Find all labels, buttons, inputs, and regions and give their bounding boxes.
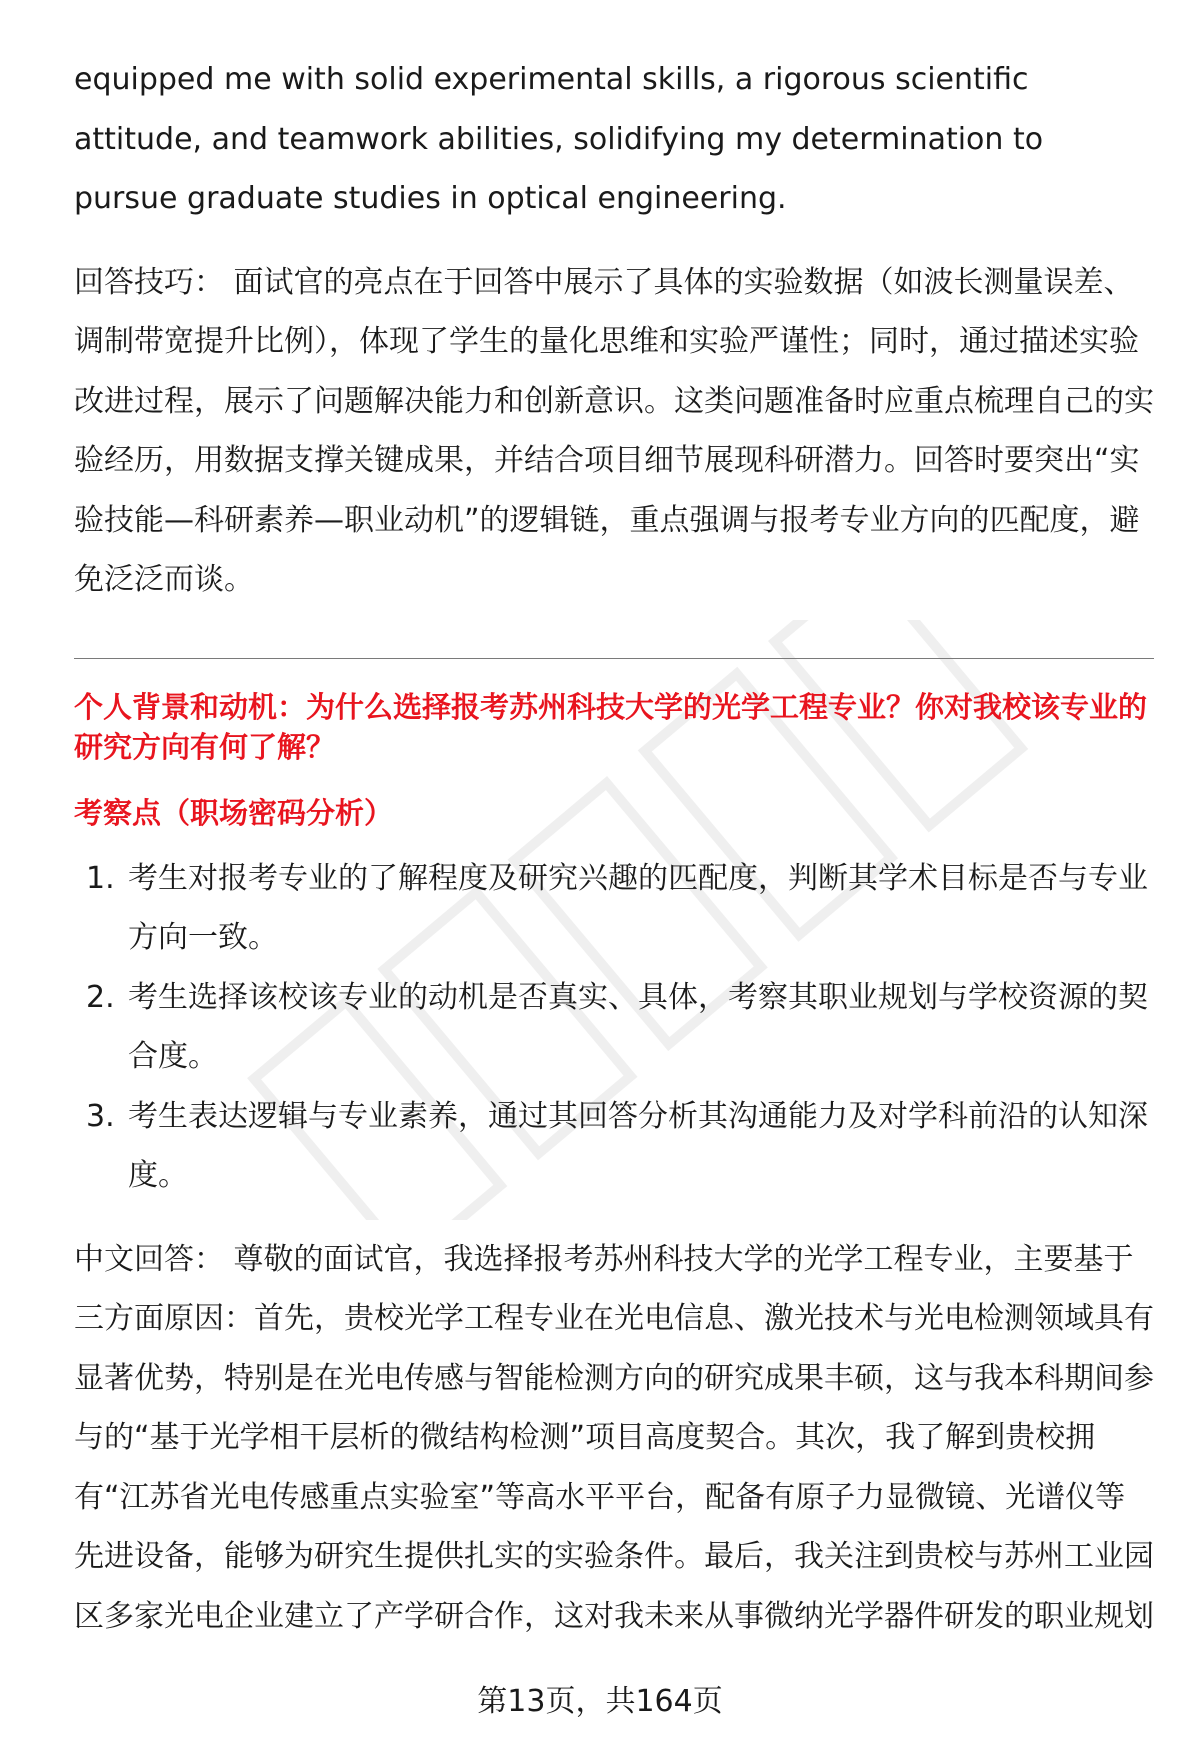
section-divider: [74, 658, 1154, 659]
page-content: [74, 50, 1154, 1646]
assessment-points-heading: 考察点（职场密码分析）: [74, 795, 394, 830]
page-number: 第13页，共164页: [477, 1684, 723, 1719]
list-item-number: 1.: [86, 860, 115, 896]
list-item: [74, 968, 1154, 1087]
list-item: [74, 1087, 1154, 1206]
question-title: 个人背景和动机：为什么选择报考苏州科技大学的光学工程专业？你对我校该专业的研究方向有何了解？: [74, 689, 1148, 764]
answer-tip-text: 面试官的亮点在于回答中展示了具体的实验数据（如波长测量误差、调制带宽提升比例），体现了学生的量化思维和实验严谨性；同时，通过描述实验改进过程，展示了问题解决能力和创新意识。这类问题准备时应重点梳理自己的实验经历，用数据支撑关键成果，并结合项目细节展现科研潜力。回答时要突出“实验技能—科研素养—职业动机”的逻辑链，重点强调与报考专业方向的匹配度，避免泛泛而谈。: [74, 264, 1154, 597]
list-item-text: 考生对报考专业的了解程度及研究兴趣的匹配度，判断其学术目标是否与专业方向一致。: [128, 860, 1148, 955]
list-item-number: 3.: [86, 1098, 115, 1134]
list-item-number: 2.: [86, 979, 115, 1015]
list-item: [74, 849, 1154, 968]
chinese-answer: [74, 1230, 1154, 1647]
chinese-answer-text: 尊敬的面试官，我选择报考苏州科技大学的光学工程专业，主要基于三方面原因：首先，贵校光学工程专业在光电信息、激光技术与光电检测领域具有显著优势，特别是在光电传感与智能检测方向的研究成果丰硕，这与我本科期间参与的“基于光学相干层析的微结构检测”项目高度契合。其次，我了解到贵校拥有“江苏省光电传感重点实验室”等高水平平台，配备有原子力显微镜、光谱仪等先进设备，能够为研究生提供扎实的实验条件。最后，我关注到贵校与苏州工业园区多家光电企业建立了产学研合作，这对我未来从事微纳光学器件研发的职业规划: [74, 1241, 1154, 1634]
chinese-answer-label: 中文回答：: [74, 1241, 224, 1277]
answer-tip: [74, 253, 1154, 610]
list-item-text: 考生表达逻辑与专业素养，通过其回答分析其沟通能力及对学科前沿的认知深度。: [128, 1098, 1148, 1193]
list-item-text: 考生选择该校该专业的动机是否真实、具体，考察其职业规划与学校资源的契合度。: [128, 979, 1148, 1074]
answer-tip-label: 回答技巧：: [74, 264, 224, 300]
intro-paragraph: equipped me with solid experimental skills, a rigorous scientific attitude, and teamwork abilities, solidifying my determination to pursue graduate studies in optical engineering.: [74, 62, 1044, 216]
assessment-points-list: [74, 849, 1154, 1206]
